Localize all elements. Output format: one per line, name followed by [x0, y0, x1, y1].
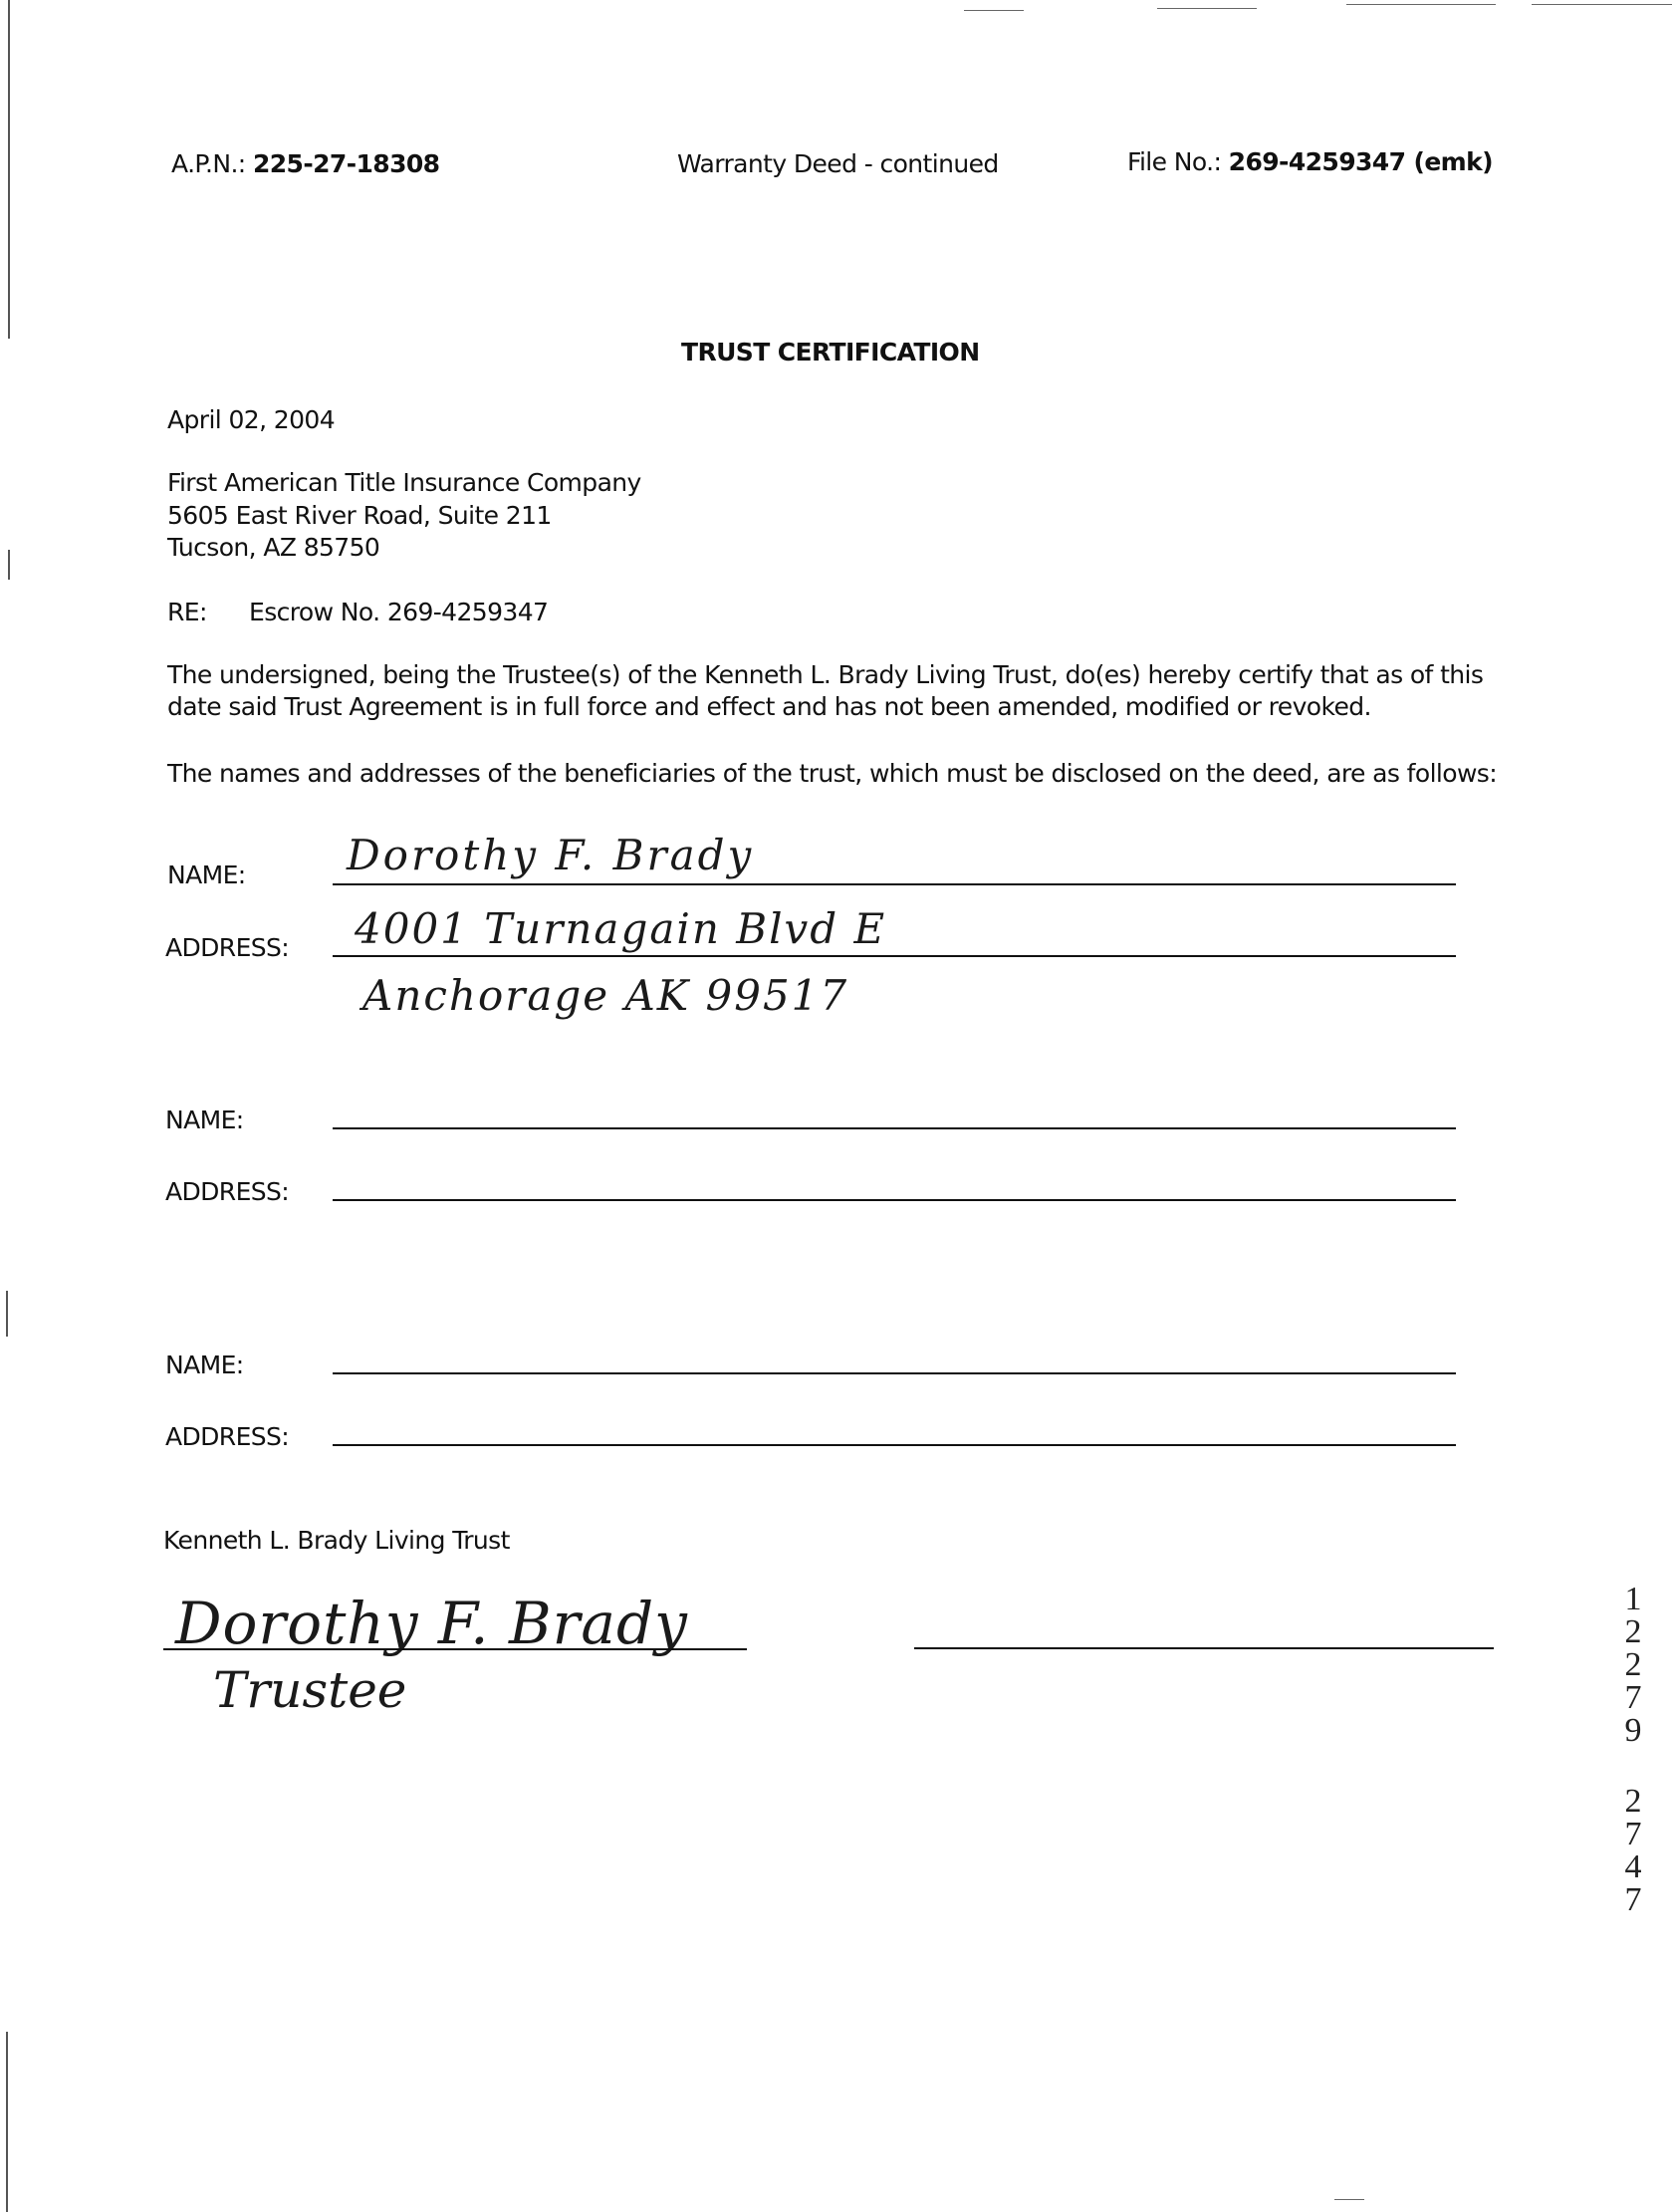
apn-value: 225-27-18308	[252, 149, 440, 178]
beneficiary-3-name-line	[333, 1372, 1456, 1374]
scan-mark-bottom	[1334, 2199, 1364, 2200]
file-label: File No.:	[1127, 147, 1222, 176]
scan-mark-left-2	[8, 550, 10, 580]
trustee-title: Trustee	[213, 1661, 407, 1719]
body-line-3: The names and addresses of the beneficiaries of the trust, which must be disclosed on the deed, are as follows:	[167, 759, 1498, 788]
apn	[171, 149, 439, 178]
side-digit: 7	[1624, 1816, 1642, 1852]
re-value: Escrow No. 269-4259347	[249, 598, 549, 626]
scan-mark-left-4	[6, 2032, 8, 2212]
body-line-1: The undersigned, being the Trustee(s) of the Kenneth L. Brady Living Trust, do(es) hereby certify that as of this	[167, 660, 1484, 689]
addressee-company: First American Title Insurance Company	[167, 468, 641, 497]
beneficiary-2-address-line	[333, 1199, 1456, 1201]
apn-label: A.P.N.:	[171, 149, 246, 178]
side-digit: 2	[1624, 1783, 1642, 1820]
beneficiary-3-address-label: ADDRESS:	[165, 1422, 290, 1451]
beneficiary-2-address-label: ADDRESS:	[165, 1177, 290, 1206]
beneficiary-1-name-line	[333, 883, 1456, 885]
scan-mark-top-4	[1532, 4, 1672, 5]
body-line-2: date said Trust Agreement is in full force and effect and has not been amended, modified or revoked.	[167, 692, 1371, 721]
file-value: 269-4259347 (emk)	[1228, 147, 1493, 176]
scan-mark-left-3	[6, 1291, 8, 1337]
document-title: TRUST CERTIFICATION	[681, 338, 980, 367]
side-digit: 4	[1624, 1848, 1642, 1885]
scan-mark-top-3	[1346, 4, 1496, 5]
side-digit: 7	[1624, 1881, 1642, 1918]
trust-name: Kenneth L. Brady Living Trust	[163, 1526, 510, 1555]
beneficiary-1-address-label: ADDRESS:	[165, 933, 290, 962]
trustee-signature: Dorothy F. Brady	[175, 1590, 688, 1657]
beneficiary-3-name-label: NAME:	[165, 1351, 244, 1379]
side-digit: 7	[1624, 1679, 1642, 1716]
beneficiary-1-address-line-1: 4001 Turnagain Blvd E	[355, 904, 887, 953]
side-digit: 2	[1624, 1613, 1642, 1650]
beneficiary-1-address-line-2: Anchorage AK 99517	[362, 971, 849, 1020]
second-signature-line	[914, 1647, 1494, 1649]
file-number	[1127, 147, 1493, 176]
side-digit: 2	[1624, 1646, 1642, 1683]
doc-type: Warranty Deed - continued	[677, 149, 999, 178]
scan-mark-top-1	[964, 10, 1024, 11]
scan-mark-left-1	[8, 0, 10, 339]
re-label: RE:	[167, 598, 207, 626]
beneficiary-2-name-line	[333, 1127, 1456, 1129]
beneficiary-1-name-label: NAME:	[167, 860, 246, 889]
signature-line	[163, 1648, 747, 1650]
beneficiary-3-address-line	[333, 1444, 1456, 1446]
beneficiary-1-name: Dorothy F. Brady	[347, 831, 755, 879]
side-digit: 1	[1624, 1581, 1642, 1617]
scan-mark-top-2	[1157, 8, 1257, 9]
addressee-street: 5605 East River Road, Suite 211	[167, 501, 552, 530]
beneficiary-2-name-label: NAME:	[165, 1106, 244, 1134]
beneficiary-1-address-line	[333, 955, 1456, 957]
side-digit: 9	[1624, 1712, 1642, 1749]
letter-date: April 02, 2004	[167, 405, 336, 434]
addressee-city: Tucson, AZ 85750	[167, 533, 380, 562]
